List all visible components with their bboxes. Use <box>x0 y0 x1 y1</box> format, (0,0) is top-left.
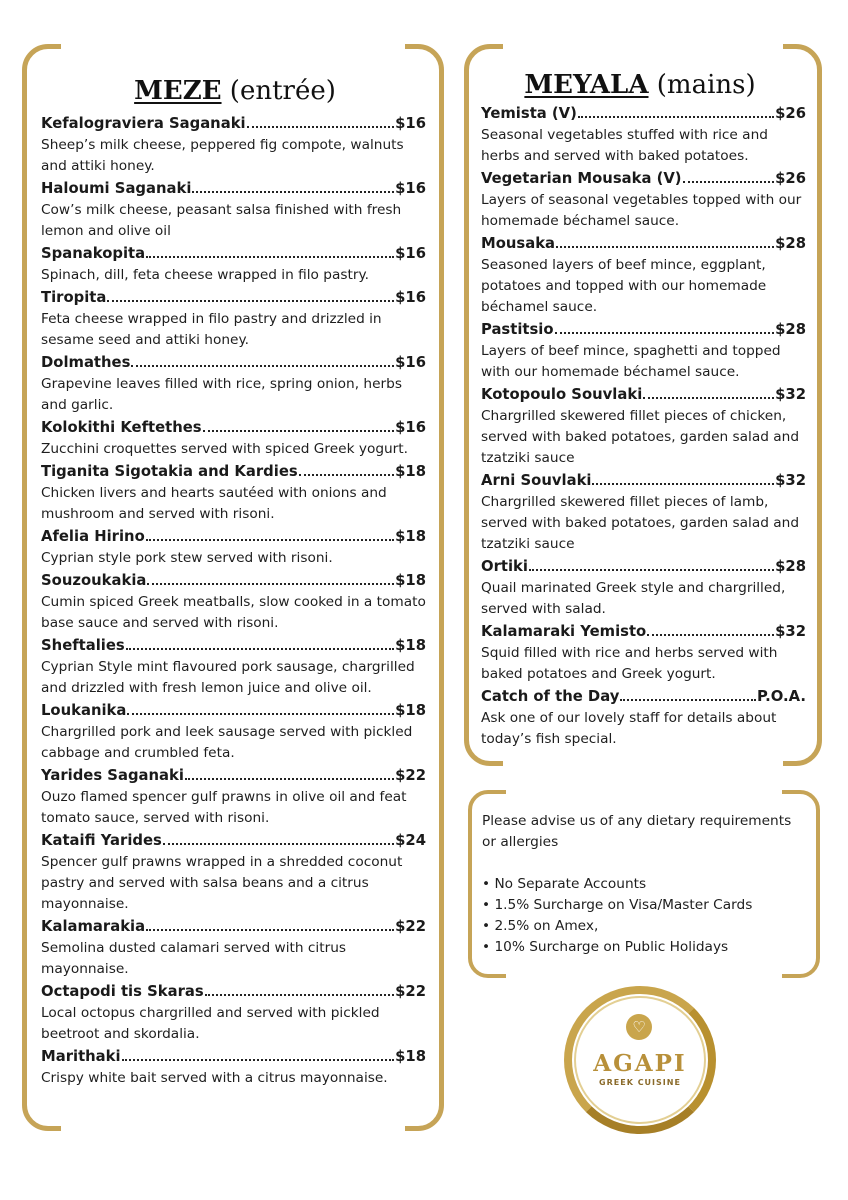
item-price: $28 <box>775 321 806 338</box>
item-price: $18 <box>395 463 426 480</box>
item-name: Kataifi Yarides <box>41 832 162 849</box>
item-name: Mousaka <box>481 235 556 252</box>
meze-item <box>41 635 426 699</box>
meze-item <box>41 417 426 460</box>
meyala-item-line <box>481 233 806 255</box>
item-description: Cyprian Style mint flavoured pork sausage, chargrilled and drizzled with fresh lemon juice and olive oil. <box>41 659 415 696</box>
meze-item <box>41 765 426 829</box>
dot-leader <box>555 322 775 334</box>
notes-bullet: • No Separate Accounts <box>482 874 802 895</box>
item-name: Catch of the Day <box>481 688 620 705</box>
item-name: Yemista (V) <box>481 105 577 122</box>
item-description: Spencer gulf prawns wrapped in a shredded coconut pastry and served with salsa beans and a citrus mayonnaise. <box>41 854 403 912</box>
item-name: Souzoukakia <box>41 572 147 589</box>
dot-leader <box>122 1049 395 1061</box>
item-price: $28 <box>775 558 806 575</box>
notes-list <box>482 874 802 958</box>
item-name: Marithaki <box>41 1048 121 1065</box>
item-price: $16 <box>395 115 426 132</box>
item-description: Grapevine leaves filled with rice, spring onion, herbs and garlic. <box>41 376 402 413</box>
item-name: Kalamaraki Yemisto <box>481 623 647 640</box>
meze-item <box>41 830 426 915</box>
item-name: Yarides Saganaki <box>41 767 184 784</box>
notes-bullet: • 1.5% Surcharge on Visa/Master Cards <box>482 895 802 916</box>
item-name: Haloumi Saganaki <box>41 180 192 197</box>
dot-leader <box>529 559 774 571</box>
item-price: $24 <box>395 832 426 849</box>
meze-item-line <box>41 981 426 1003</box>
meyala-item-line <box>481 686 806 708</box>
meze-item-line <box>41 243 426 265</box>
meyala-item <box>481 686 806 750</box>
item-description: Ask one of our lovely staff for details about today’s fish special. <box>481 710 777 747</box>
item-price: $18 <box>395 572 426 589</box>
item-description: Sheep’s milk cheese, peppered fig compote, walnuts and attiki honey. <box>41 137 404 174</box>
item-description: Chicken livers and hearts sautéed with onions and mushroom and served with risoni. <box>41 485 387 522</box>
meze-item-line <box>41 417 426 439</box>
meyala-item-line <box>481 319 806 341</box>
meyala-item <box>481 319 806 383</box>
meze-item <box>41 1046 426 1089</box>
item-name: Kalamarakia <box>41 918 146 935</box>
meze-list <box>41 113 426 1089</box>
meze-title: MEZE <box>134 76 222 106</box>
meyala-heading <box>470 70 810 100</box>
item-description: Crispy white bait served with a citrus mayonnaise. <box>41 1070 388 1086</box>
item-description: Cyprian style pork stew served with risoni. <box>41 550 333 566</box>
item-description: Ouzo flamed spencer gulf prawns in olive oil and feat tomato sauce, served with risoni. <box>41 789 407 826</box>
meyala-item <box>481 470 806 555</box>
meze-item <box>41 916 426 980</box>
dot-leader <box>127 703 394 715</box>
dot-leader <box>647 624 774 636</box>
item-name: Kotopoulo Souvlaki <box>481 386 643 403</box>
dot-leader <box>163 833 394 845</box>
item-name: Spanakopita <box>41 245 146 262</box>
item-description: Quail marinated Greek style and chargrilled, served with salad. <box>481 580 786 617</box>
meze-subtitle: (entrée) <box>229 76 336 106</box>
meyala-item-line <box>481 621 806 643</box>
meze-item-line <box>41 178 426 200</box>
meyala-item <box>481 621 806 685</box>
dot-leader <box>146 529 394 541</box>
meyala-title: MEYALA <box>524 70 649 100</box>
meyala-item <box>481 384 806 469</box>
agapi-logo <box>564 986 724 1146</box>
meyala-item <box>481 168 806 232</box>
item-price: $16 <box>395 354 426 371</box>
meze-item-line <box>41 570 426 592</box>
item-price: $22 <box>395 983 426 1000</box>
item-price: $26 <box>775 105 806 122</box>
item-price: $18 <box>395 637 426 654</box>
dot-leader <box>643 387 774 399</box>
dot-leader <box>578 106 774 118</box>
meze-item <box>41 461 426 525</box>
item-description: Layers of beef mince, spaghetti and topped with our homemade béchamel sauce. <box>481 343 781 380</box>
item-name: Vegetarian Mousaka (V) <box>481 170 682 187</box>
meyala-item <box>481 556 806 620</box>
dot-leader <box>592 473 774 485</box>
meyala-item <box>481 103 806 167</box>
meyala-subtitle: (mains) <box>656 70 756 100</box>
item-name: Loukanika <box>41 702 127 719</box>
meze-item-line <box>41 635 426 657</box>
notes-bullet: • 2.5% on Amex, <box>482 916 802 937</box>
dot-leader <box>683 171 775 183</box>
dot-leader <box>147 573 394 585</box>
meze-heading <box>40 76 430 106</box>
meze-item-line <box>41 765 426 787</box>
item-name: Dolmathes <box>41 354 131 371</box>
meze-item <box>41 700 426 764</box>
meyala-item-line <box>481 168 806 190</box>
item-name: Kefalograviera Saganaki <box>41 115 246 132</box>
notes-box <box>482 811 802 958</box>
meze-item <box>41 570 426 634</box>
item-name: Kolokithi Keftethes <box>41 419 202 436</box>
item-description: Cumin spiced Greek meatballs, slow cooked in a tomato base sauce and served with risoni. <box>41 594 426 631</box>
dot-leader <box>146 919 394 931</box>
dot-leader <box>247 116 394 128</box>
item-price: $26 <box>775 170 806 187</box>
dot-leader <box>192 181 394 193</box>
item-name: Tiropita <box>41 289 107 306</box>
meze-item-line <box>41 287 426 309</box>
dot-leader <box>146 246 394 258</box>
item-price: $16 <box>395 245 426 262</box>
meze-item-line <box>41 113 426 135</box>
item-name: Arni Souvlaki <box>481 472 592 489</box>
item-price: $18 <box>395 1048 426 1065</box>
item-price: $22 <box>395 767 426 784</box>
meze-item-line <box>41 461 426 483</box>
item-price: $32 <box>775 472 806 489</box>
meze-item <box>41 243 426 286</box>
meze-item <box>41 526 426 569</box>
item-description: Chargrilled skewered fillet pieces of chicken, served with baked potatoes, garden salad and tzatziki sauce <box>481 408 800 466</box>
item-description: Spinach, dill, feta cheese wrapped in filo pastry. <box>41 267 369 283</box>
dot-leader <box>131 355 394 367</box>
meze-item <box>41 352 426 416</box>
item-price: $32 <box>775 623 806 640</box>
item-description: Chargrilled skewered fillet pieces of lamb, served with baked potatoes, garden salad and tzatziki sauce <box>481 494 800 552</box>
meze-item <box>41 287 426 351</box>
meyala-item-line <box>481 384 806 406</box>
item-price: P.O.A. <box>757 688 806 705</box>
meze-item-line <box>41 526 426 548</box>
dot-leader <box>185 768 394 780</box>
meyala-item-line <box>481 103 806 125</box>
item-name: Afelia Hirino <box>41 528 145 545</box>
item-price: $18 <box>395 702 426 719</box>
item-description: Chargrilled pork and leek sausage served with pickled cabbage and crumbled feta. <box>41 724 413 761</box>
item-description: Seasonal vegetables stuffed with rice and herbs and served with baked potatoes. <box>481 127 768 164</box>
meyala-list <box>481 103 806 750</box>
dot-leader <box>107 290 394 302</box>
item-description: Zucchini croquettes served with spiced Greek yogurt. <box>41 441 409 457</box>
meze-item <box>41 981 426 1045</box>
meyala-item <box>481 233 806 318</box>
item-name: Pastitsio <box>481 321 554 338</box>
meze-item-line <box>41 830 426 852</box>
item-name: Ortiki <box>481 558 528 575</box>
logo-name: AGAPI <box>593 1050 687 1077</box>
dot-leader <box>620 689 756 701</box>
item-price: $16 <box>395 289 426 306</box>
item-name: Octapodi tis Skaras <box>41 983 204 1000</box>
notes-bullet: • 10% Surcharge on Public Holidays <box>482 937 802 958</box>
meze-item-line <box>41 1046 426 1068</box>
meze-item-line <box>41 916 426 938</box>
item-description: Feta cheese wrapped in filo pastry and drizzled in sesame seed and attiki honey. <box>41 311 382 348</box>
notes-intro: Please advise us of any dietary requirements or allergies <box>482 813 792 850</box>
dot-leader <box>126 638 394 650</box>
item-description: Cow’s milk cheese, peasant salsa finished with fresh lemon and olive oil <box>41 202 402 239</box>
item-price: $22 <box>395 918 426 935</box>
item-price: $28 <box>775 235 806 252</box>
item-price: $18 <box>395 528 426 545</box>
item-price: $32 <box>775 386 806 403</box>
item-price: $16 <box>395 180 426 197</box>
logo-tagline: GREEK CUISINE <box>599 1078 681 1087</box>
heart-icon: ♡ <box>626 1014 652 1040</box>
meyala-item-line <box>481 470 806 492</box>
item-description: Layers of seasonal vegetables topped with our homemade béchamel sauce. <box>481 192 802 229</box>
meze-item <box>41 113 426 177</box>
meze-item-line <box>41 352 426 374</box>
meze-item <box>41 178 426 242</box>
item-name: Sheftalies <box>41 637 125 654</box>
dot-leader <box>556 236 774 248</box>
dot-leader <box>205 984 394 996</box>
item-name: Tiganita Sigotakia and Kardies <box>41 463 298 480</box>
item-price: $16 <box>395 419 426 436</box>
meyala-item-line <box>481 556 806 578</box>
item-description: Local octopus chargrilled and served with pickled beetroot and skordalia. <box>41 1005 380 1042</box>
item-description: Squid filled with rice and herbs served with baked potatoes and Greek yogurt. <box>481 645 778 682</box>
item-description: Semolina dusted calamari served with citrus mayonnaise. <box>41 940 347 977</box>
dot-leader <box>203 420 395 432</box>
item-description: Seasoned layers of beef mince, eggplant, potatoes and topped with our homemade béchamel sauce. <box>481 257 767 315</box>
dot-leader <box>299 464 394 476</box>
meze-item-line <box>41 700 426 722</box>
